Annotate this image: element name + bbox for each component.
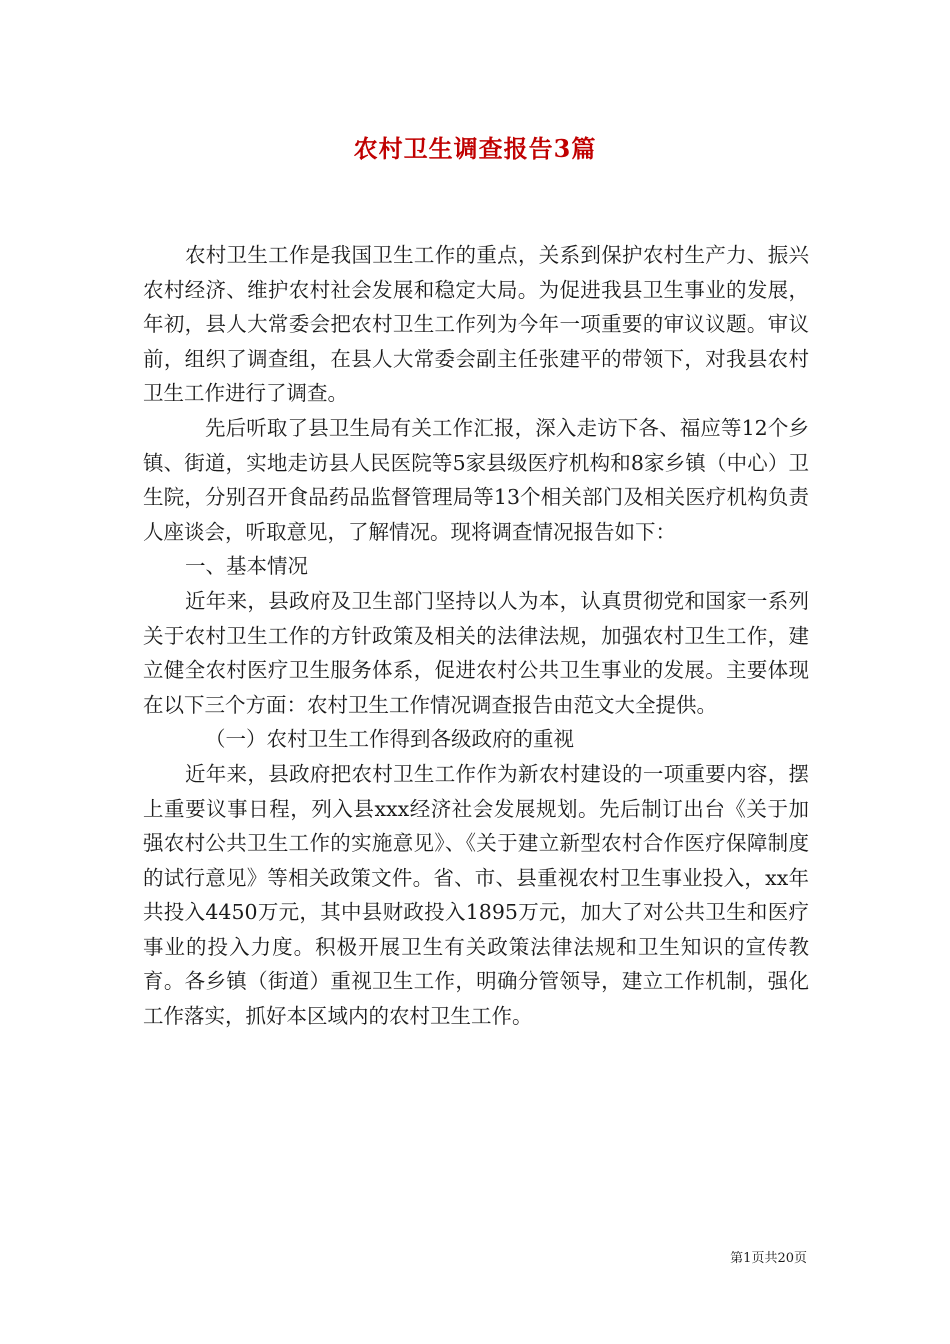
paragraph-government-measures: 近年来，县政府把农村卫生工作作为新农村建设的一项重要内容，摆上重要议事日程，列入县xxx经济社会发展规划。先后制订出台《关于加强农村公共卫生工作的实施意见》、《关于建立新型农村合作医疗保障制度的试行意见》等相关政策文件。省、市、县重视农村卫生事业投入，xx年共投入4450万元，其中县财政投入1895万元，加大了对公共卫生和医疗事业的投入力度。积极开展卫生有关政策法律法规和卫生知识的宣传教育。各乡镇（街道）重视卫生工作，明确分管领导，建立工作机制，强化工作落实，抓好本区域内的农村卫生工作。 [143,761,809,1029]
paragraph-investigation: 先后听取了县卫生局有关工作汇报，深入走访下各、福应等12个乡镇、街道，实地走访县人民医院等5家县级医疗机构和8家乡镇（中心）卫生院，分别召开食品药品监督管理局等13个相关部门及相关医疗机构负责人座谈会，听取意见，了解情况。现将调查情况报告如下： [143,415,809,544]
page-number: 第1页共20页 [730,1251,807,1266]
subsection-heading-government-attention: （一）农村卫生工作得到各级政府的重视 [205,727,574,752]
document-title: 农村卫生调查报告3篇 [353,134,597,163]
paragraph-recent-years: 近年来，县政府及卫生部门坚持以人为本，认真贯彻党和国家一系列关于农村卫生工作的方针政策及相关的法律法规，加强农村卫生工作，建立健全农村医疗卫生服务体系，促进农村公共卫生事业的发展。主要体现在以下三个方面：农村卫生工作情况调查报告由范文大全提供。 [143,588,809,717]
section-heading-basic-situation: 一、基本情况 [185,554,308,579]
paragraph-intro: 农村卫生工作是我国卫生工作的重点，关系到保护农村生产力、振兴农村经济、维护农村社会发展和稳定大局。为促进我县卫生事业的发展，年初，县人大常委会把农村卫生工作列为今年一项重要的审议议题。审议前，组织了调查组，在县人大常委会副主任张建平的带领下，对我县农村卫生工作进行了调查。 [143,243,809,406]
document-body [143,238,809,1034]
